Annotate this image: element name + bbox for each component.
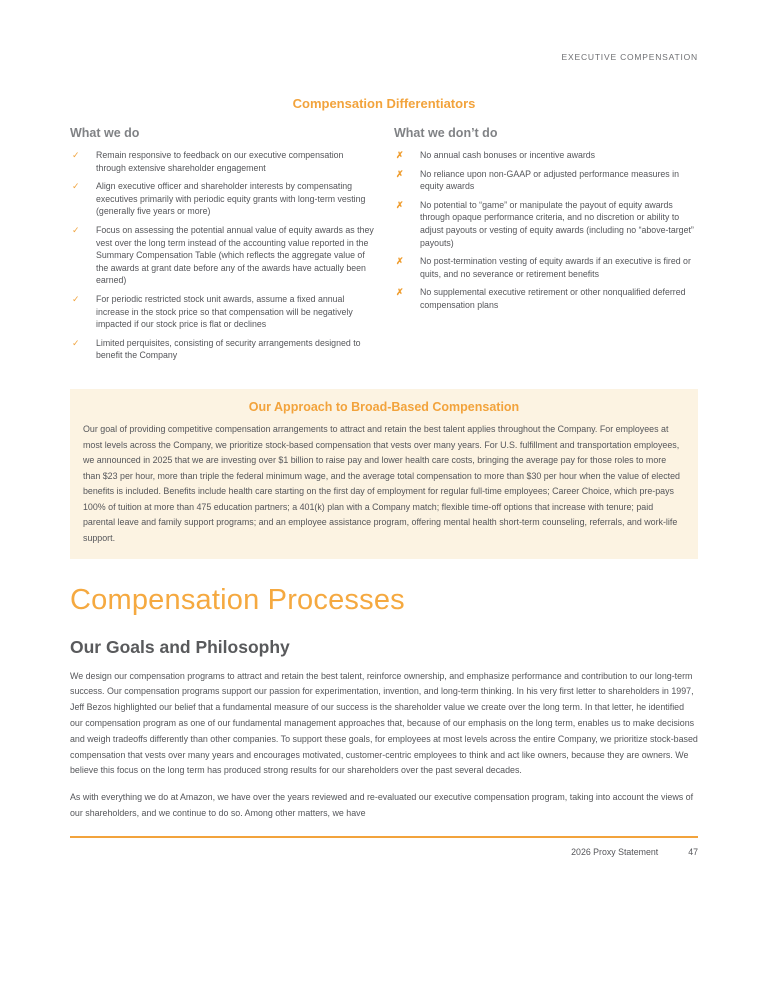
broad-based-compensation-callout: [70, 389, 698, 559]
what-we-dont-do-column: [394, 126, 698, 368]
list-item-text: No annual cash bonuses or incentive awards: [420, 150, 596, 160]
callout-title: Our Approach to Broad-Based Compensation: [248, 399, 520, 414]
list-item-text: Align executive officer and shareholder interests by compensating executives primarily with periodic equity grants with long-term vesting (generally five years or more): [96, 181, 366, 217]
body-paragraph: As with everything we do at Amazon, we have over the years reviewed and re-evaluated our executive compensation program, taking into account the views of our shareholders, and we continue to do so. Among other matters, we have: [70, 792, 694, 819]
list-item-text: Focus on assessing the potential annual value of equity awards as they vest over the long term instead of the accounting value reported in the Summary Compensation Table (which reflects the aggregate value of the awards at grant date before any of the awards have actually been earned): [96, 224, 374, 286]
list-item-text: For periodic restricted stock unit awards, assume a fixed annual increase in the stock price so that compensation will be negatively impacted if our stock price is flat or declines: [96, 293, 353, 330]
body-paragraph: We design our compensation programs to attract and retain the best talent, reinforce ownership, and emphasize performance and contribution to our long-term success. Our compensation programs support our passion for experimentation, invention, and long-term thinking. In his very first letter to shareholders in 1997, Jeff Bezos highlighted our belief that a fundamental measure of our success is the shareholder value we create over the long term. In that letter, he identified our compensation program as one of our fundamental management approaches that, because of our emphasis on the long term, enables us to make decisions and weigh tradeoffs differently than other companies. To support these goals, for employees at most levels across the entire Company, we prioritize stock-based compensation that vests over many years and encourages motivated, customer-centric employees to think and act like owners, because they are owners. We believe this focus on the long term has produced strong results for our shareholders over the past several decades.: [70, 670, 698, 776]
list-item: [70, 180, 374, 218]
page-title: Compensation Processes: [70, 583, 405, 616]
differentiators-columns: [70, 126, 698, 368]
what-we-do-column: [70, 126, 374, 368]
check-icon: ✓: [72, 150, 80, 160]
footer-divider: [70, 836, 698, 838]
list-item-text: Remain responsive to feedback on our executive compensation through extensive shareholder engagement: [96, 150, 344, 173]
differentiators-title: Compensation Differentiators: [292, 96, 476, 111]
x-mark-icon: ✗: [396, 199, 404, 210]
list-item-text: No reliance upon non-GAAP or adjusted performance measures in equity awards: [420, 168, 680, 192]
x-mark-icon: ✗: [396, 256, 404, 267]
check-icon: ✓: [72, 224, 80, 235]
x-mark-icon: ✗: [396, 150, 404, 160]
list-item-text: Limited perquisites, consisting of security arrangements designed to benefit the Company: [96, 337, 361, 361]
list-item: [394, 168, 698, 193]
list-item: [70, 337, 374, 362]
what-we-dont-do-heading: What we don’t do: [394, 126, 498, 140]
footer-label: 2026 Proxy Statement: [571, 846, 659, 857]
list-item: [70, 293, 374, 331]
callout-body: Our goal of providing competitive compensation arrangements to attract and retain the best talent applies throughout the Company. For employees at most levels across the Company, we prioritize stock-based compensation that vests over many years. For U.S. fulfillment and transportation employees, we announced in 2025 that we are investing over $1 billion to raise pay and lower health care costs, bringing the average pay for those roles to more than $23 per hour, more than triple the federal minimum wage, and the average total compensation to more than $30 per hour when the value of elected benefits is included. Benefits include health care starting on the first day of employment for regular full-time employees; Career Choice, which pre-pays 100% of tuition at more than 475 education partners; a 401(k) plan with a Company match; flexible time-off options that increase with tenure; paid parental leave and family support programs; and an employee assistance program, offering mental health short-term counseling, referrals, and work-life support.: [83, 423, 680, 544]
x-mark-icon: ✗: [396, 287, 404, 298]
what-we-do-heading: What we do: [70, 126, 140, 140]
page-number: 47: [688, 846, 698, 857]
check-icon: ✓: [72, 181, 80, 192]
section-subtitle: Our Goals and Philosophy: [70, 636, 290, 657]
section-eyebrow: EXECUTIVE COMPENSATION: [561, 52, 698, 62]
list-item-text: No post-termination vesting of equity awards if an executive is fired or quits, and no severance or retirement benefits: [420, 256, 691, 279]
list-item-text: No potential to “game” or manipulate the payout of equity awards through opaque performance criteria, and no discretion or ability to adjust payouts or vesting of equity awards (including no “above-target” payouts): [420, 199, 694, 248]
list-item: [394, 149, 698, 162]
list-item: [394, 286, 698, 311]
list-item: [394, 255, 698, 280]
list-item: [70, 149, 374, 174]
list-item: [394, 199, 698, 249]
list-item-text: No supplemental executive retirement or other nonqualified deferred compensation plans: [420, 287, 686, 310]
list-item: [70, 224, 374, 287]
check-icon: ✓: [72, 293, 80, 304]
page-footer: [70, 847, 698, 857]
x-mark-icon: ✗: [396, 168, 404, 179]
check-icon: ✓: [72, 337, 80, 348]
